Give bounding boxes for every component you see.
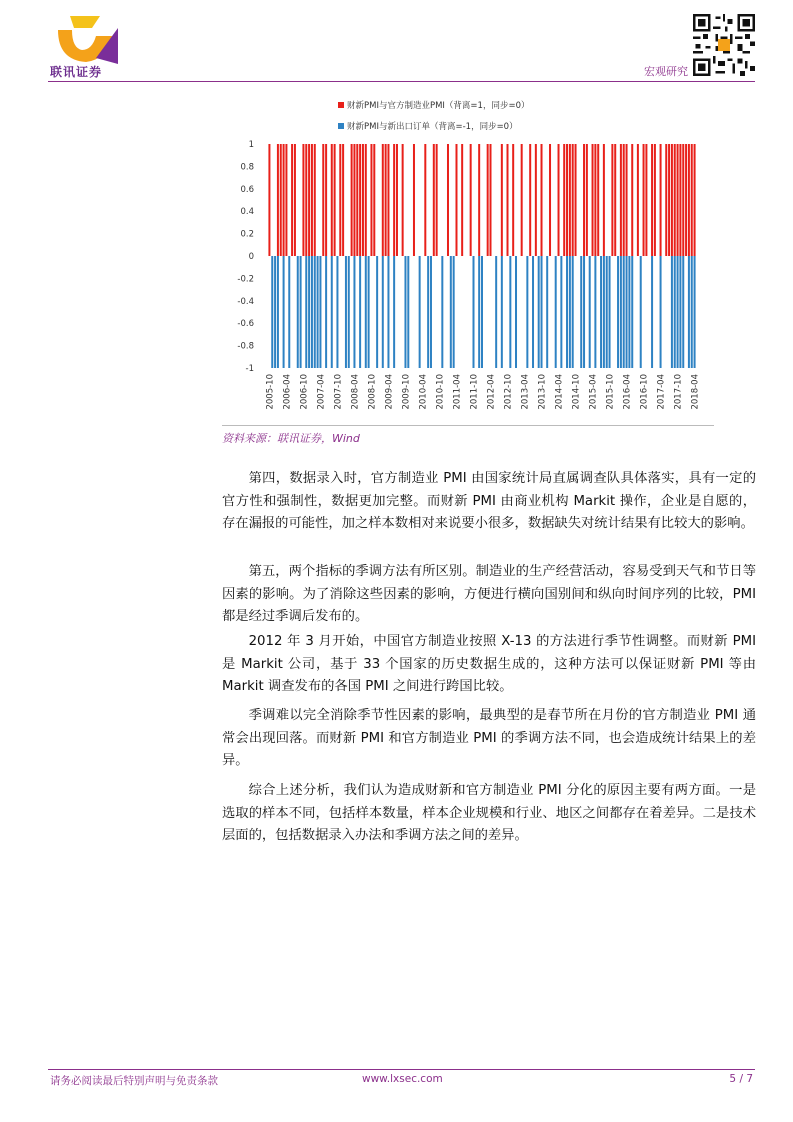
bar-export-divergence xyxy=(538,256,540,368)
bar-official-divergence xyxy=(370,144,372,256)
x-tick-label: 2012-04 xyxy=(486,374,497,410)
bar-export-divergence xyxy=(478,256,480,368)
bar-export-divergence xyxy=(682,256,684,368)
x-axis xyxy=(265,374,700,410)
y-tick-label: -0.8 xyxy=(237,341,254,352)
y-tick-label: 0.2 xyxy=(240,229,254,240)
bar-official-divergence xyxy=(685,144,687,256)
bar-export-divergence xyxy=(317,256,319,368)
x-tick-label: 2014-04 xyxy=(554,374,565,410)
bar-official-divergence xyxy=(302,144,304,256)
bar-official-divergence xyxy=(334,144,336,256)
y-tick-label: -0.6 xyxy=(237,319,254,330)
bar-export-divergence xyxy=(419,256,421,368)
bar-export-divergence xyxy=(430,256,432,368)
legend-swatch xyxy=(338,123,344,129)
bar-export-divergence xyxy=(353,256,355,368)
bar-export-divergence xyxy=(325,256,327,368)
bar-official-divergence xyxy=(541,144,543,256)
bar-official-divergence xyxy=(507,144,509,256)
bar-export-divergence xyxy=(407,256,409,368)
bar-official-divergence xyxy=(294,144,296,256)
bar-export-divergence xyxy=(569,256,571,368)
bar-export-divergence xyxy=(594,256,596,368)
bar-export-divergence xyxy=(691,256,693,368)
x-tick-label: 2016-04 xyxy=(622,374,633,410)
x-tick-label: 2007-10 xyxy=(333,374,344,410)
bar-official-divergence xyxy=(651,144,653,256)
bar-official-divergence xyxy=(339,144,341,256)
bar-official-divergence xyxy=(691,144,693,256)
x-tick-label: 2009-04 xyxy=(384,374,395,410)
bar-official-divergence xyxy=(308,144,310,256)
bar-export-divergence xyxy=(277,256,279,368)
bar-official-divergence xyxy=(353,144,355,256)
x-tick-label: 2013-04 xyxy=(520,374,531,410)
bar-official-divergence xyxy=(373,144,375,256)
bar-export-divergence xyxy=(300,256,302,368)
bar-export-divergence xyxy=(495,256,497,368)
bar-official-divergence xyxy=(351,144,353,256)
bar-official-divergence xyxy=(521,144,523,256)
x-tick-label: 2011-10 xyxy=(469,374,480,410)
x-tick-label: 2006-04 xyxy=(282,374,293,410)
bar-export-divergence xyxy=(365,256,367,368)
bar-export-divergence xyxy=(382,256,384,368)
bar-official-divergence xyxy=(280,144,282,256)
bar-official-divergence xyxy=(285,144,287,256)
x-tick-label: 2005-10 xyxy=(265,374,276,410)
y-tick-label: 0.4 xyxy=(240,207,254,218)
chart-source: 资料来源：联讯证券，Wind xyxy=(222,432,360,445)
bar-official-divergence xyxy=(637,144,639,256)
bar-official-divergence xyxy=(583,144,585,256)
bar-official-divergence xyxy=(665,144,667,256)
bar-export-divergence xyxy=(694,256,696,368)
bar-export-divergence xyxy=(651,256,653,368)
bar-export-divergence xyxy=(671,256,673,368)
logo-text: 联讯证券 xyxy=(50,65,103,79)
bar-official-divergence xyxy=(654,144,656,256)
bar-export-divergence xyxy=(501,256,503,368)
bar-official-divergence xyxy=(387,144,389,256)
bar-official-divergence xyxy=(424,144,426,256)
bar-official-divergence xyxy=(325,144,327,256)
bar-export-divergence xyxy=(404,256,406,368)
bar-official-divergence xyxy=(558,144,560,256)
bar-export-divergence xyxy=(583,256,585,368)
bar-export-divergence xyxy=(345,256,347,368)
bar-official-divergence xyxy=(501,144,503,256)
bar-export-divergence xyxy=(481,256,483,368)
bar-official-divergence xyxy=(563,144,565,256)
bar-official-divergence xyxy=(549,144,551,256)
chart-bars xyxy=(268,144,695,368)
bar-official-divergence xyxy=(575,144,577,256)
footer-divider xyxy=(48,1069,755,1070)
bar-official-divergence xyxy=(311,144,313,256)
x-tick-label: 2018-04 xyxy=(690,374,701,410)
bar-official-divergence xyxy=(631,144,633,256)
bar-export-divergence xyxy=(473,256,475,368)
bar-official-divergence xyxy=(461,144,463,256)
section-label: 宏观研究 xyxy=(644,65,688,78)
bar-export-divergence xyxy=(283,256,285,368)
x-tick-label: 2010-10 xyxy=(435,374,446,410)
y-tick-label: -1 xyxy=(245,364,254,374)
bar-official-divergence xyxy=(626,144,628,256)
bar-official-divergence xyxy=(671,144,673,256)
y-axis xyxy=(237,140,254,374)
x-tick-label: 2006-10 xyxy=(299,374,310,410)
bar-export-divergence xyxy=(393,256,395,368)
bar-export-divergence xyxy=(305,256,307,368)
bar-official-divergence xyxy=(487,144,489,256)
bar-official-divergence xyxy=(331,144,333,256)
x-tick-label: 2013-10 xyxy=(537,374,548,410)
bar-official-divergence xyxy=(694,144,696,256)
paragraph-x13: 2012 年 3 月开始，中国官方制造业按照 X-13 的方法进行季节性调整。而财新 PMI 是 Markit 公司，基于 33 个国家的历史数据生成的，这种方法可以保证财新 PMI 等由 Markit 调查发布的各国 PMI 之间进行跨国比较。 xyxy=(222,634,756,694)
bar-official-divergence xyxy=(512,144,514,256)
bar-official-divergence xyxy=(385,144,387,256)
bar-export-divergence xyxy=(623,256,625,368)
bar-export-divergence xyxy=(515,256,517,368)
bar-export-divergence xyxy=(336,256,338,368)
x-tick-label: 2008-04 xyxy=(350,374,361,410)
bar-official-divergence xyxy=(402,144,404,256)
bar-export-divergence xyxy=(589,256,591,368)
x-tick-label: 2017-04 xyxy=(656,374,667,410)
paragraph-seasonal-method: 第五，两个指标的季调方法有所区别。制造业的生产经营活动，容易受到天气和节日等因素的影响。为了消除这些因素的影响，方便进行横向国别间和纵向时间序列的比较，PMI 都是经过季调后发布的。 xyxy=(222,564,756,624)
bar-official-divergence xyxy=(660,144,662,256)
bar-official-divergence xyxy=(470,144,472,256)
bar-official-divergence xyxy=(305,144,307,256)
bar-official-divergence xyxy=(365,144,367,256)
bar-export-divergence xyxy=(560,256,562,368)
bar-official-divergence xyxy=(674,144,676,256)
x-tick-label: 2008-10 xyxy=(367,374,378,410)
bar-official-divergence xyxy=(594,144,596,256)
bar-official-divergence xyxy=(283,144,285,256)
bar-official-divergence xyxy=(529,144,531,256)
bar-official-divergence xyxy=(436,144,438,256)
bar-export-divergence xyxy=(546,256,548,368)
bar-export-divergence xyxy=(526,256,528,368)
bar-official-divergence xyxy=(623,144,625,256)
bar-official-divergence xyxy=(362,144,364,256)
legend-swatch xyxy=(338,102,344,108)
bar-official-divergence xyxy=(396,144,398,256)
bar-export-divergence xyxy=(600,256,602,368)
bar-export-divergence xyxy=(628,256,630,368)
bar-official-divergence xyxy=(620,144,622,256)
x-tick-label: 2011-04 xyxy=(452,374,463,410)
bar-export-divergence xyxy=(620,256,622,368)
header-divider xyxy=(48,81,755,82)
bar-export-divergence xyxy=(555,256,557,368)
bar-official-divergence xyxy=(268,144,270,256)
page-number: 5 / 7 xyxy=(729,1073,753,1085)
bar-export-divergence xyxy=(297,256,299,368)
bar-official-divergence xyxy=(413,144,415,256)
bar-official-divergence xyxy=(535,144,537,256)
bar-export-divergence xyxy=(308,256,310,368)
bar-export-divergence xyxy=(532,256,534,368)
bar-official-divergence xyxy=(572,144,574,256)
x-tick-label: 2017-10 xyxy=(673,374,684,410)
bar-export-divergence xyxy=(427,256,429,368)
x-tick-label: 2012-10 xyxy=(503,374,514,410)
bar-official-divergence xyxy=(277,144,279,256)
bar-export-divergence xyxy=(679,256,681,368)
y-tick-label: 0.8 xyxy=(240,162,254,173)
bar-official-divergence xyxy=(586,144,588,256)
bar-official-divergence xyxy=(677,144,679,256)
x-tick-label: 2016-10 xyxy=(639,374,650,410)
bar-official-divergence xyxy=(433,144,435,256)
bar-official-divergence xyxy=(382,144,384,256)
x-tick-label: 2007-04 xyxy=(316,374,327,410)
bar-export-divergence xyxy=(677,256,679,368)
bar-export-divergence xyxy=(674,256,676,368)
bar-official-divergence xyxy=(393,144,395,256)
y-tick-label: -0.2 xyxy=(237,274,254,285)
y-tick-label: 1 xyxy=(248,140,254,150)
bar-export-divergence xyxy=(572,256,574,368)
footer-disclaimer[interactable]: 请务必阅读最后特别声明与免责条款 xyxy=(50,1075,218,1087)
bar-export-divergence xyxy=(617,256,619,368)
x-tick-label: 2009-10 xyxy=(401,374,412,410)
x-tick-label: 2015-04 xyxy=(588,374,599,410)
bar-official-divergence xyxy=(322,144,324,256)
bar-export-divergence xyxy=(603,256,605,368)
bar-export-divergence xyxy=(274,256,276,368)
company-logo xyxy=(52,12,122,70)
bar-export-divergence xyxy=(566,256,568,368)
bar-export-divergence xyxy=(453,256,455,368)
bar-export-divergence xyxy=(314,256,316,368)
bar-official-divergence xyxy=(356,144,358,256)
bar-official-divergence xyxy=(569,144,571,256)
bar-export-divergence xyxy=(450,256,452,368)
bar-official-divergence xyxy=(478,144,480,256)
bar-export-divergence xyxy=(688,256,690,368)
bar-export-divergence xyxy=(606,256,608,368)
bar-official-divergence xyxy=(668,144,670,256)
bar-export-divergence xyxy=(441,256,443,368)
bar-official-divergence xyxy=(597,144,599,256)
bar-official-divergence xyxy=(490,144,492,256)
paragraph-data-entry: 第四，数据录入时，官方制造业 PMI 由国家统计局直属调查队具体落实，具有一定的官方性和强制性，数据更加完整。而财新 PMI 由商业机构 Markit 操作，企业是自愿的，存在漏报的可能性，加之样本数相对来说要小很多，数据缺失对统计结果有比较大的影响。 xyxy=(222,471,756,531)
bar-export-divergence xyxy=(331,256,333,368)
legend-label: 财新PMI与官方制造业PMI（背离=1，同步=0） xyxy=(347,101,530,111)
footer-website-link[interactable]: www.lxsec.com xyxy=(362,1073,443,1085)
bar-export-divergence xyxy=(609,256,611,368)
source-divider xyxy=(222,425,714,426)
bar-official-divergence xyxy=(314,144,316,256)
bar-official-divergence xyxy=(342,144,344,256)
bar-official-divergence xyxy=(688,144,690,256)
bar-official-divergence xyxy=(291,144,293,256)
bar-export-divergence xyxy=(348,256,350,368)
y-tick-label: -0.4 xyxy=(237,296,254,307)
bar-official-divergence xyxy=(359,144,361,256)
bar-export-divergence xyxy=(368,256,370,368)
y-tick-label: 0.6 xyxy=(240,184,254,195)
bar-export-divergence xyxy=(288,256,290,368)
bar-export-divergence xyxy=(271,256,273,368)
bar-official-divergence xyxy=(645,144,647,256)
bar-official-divergence xyxy=(603,144,605,256)
bar-official-divergence xyxy=(679,144,681,256)
x-tick-label: 2014-10 xyxy=(571,374,582,410)
bar-export-divergence xyxy=(580,256,582,368)
x-tick-label: 2015-10 xyxy=(605,374,616,410)
bar-export-divergence xyxy=(387,256,389,368)
bar-official-divergence xyxy=(614,144,616,256)
bar-export-divergence xyxy=(319,256,321,368)
bar-official-divergence xyxy=(592,144,594,256)
bar-export-divergence xyxy=(509,256,511,368)
bar-export-divergence xyxy=(541,256,543,368)
qr-code xyxy=(693,14,755,76)
paragraph-conclusion: 综合上述分析，我们认为造成财新和官方制造业 PMI 分化的原因主要有两方面。一是选取的样本不同，包括样本数量，样本企业规模和行业、地区之间都存在着差异。二是技术层面的，包括数据录入办法和季调方法之间的差异。 xyxy=(222,783,756,843)
legend-label: 财新PMI与新出口订单（背离=-1，同步=0） xyxy=(347,122,518,132)
bar-export-divergence xyxy=(311,256,313,368)
bar-export-divergence xyxy=(640,256,642,368)
bar-official-divergence xyxy=(566,144,568,256)
y-tick-label: 0 xyxy=(248,252,254,262)
bar-official-divergence xyxy=(455,144,457,256)
paragraph-spring-festival: 季调难以完全消除季节性因素的影响，最典型的是春节所在月份的官方制造业 PMI 通常会出现回落。而财新 PMI 和官方制造业 PMI 的季调方法不同，也会造成统计结果上的差异。 xyxy=(222,708,756,768)
divergence-chart xyxy=(210,98,720,422)
bar-export-divergence xyxy=(660,256,662,368)
bar-official-divergence xyxy=(643,144,645,256)
bar-official-divergence xyxy=(682,144,684,256)
chart-legend xyxy=(338,100,530,132)
bar-export-divergence xyxy=(631,256,633,368)
bar-export-divergence xyxy=(626,256,628,368)
x-tick-label: 2010-04 xyxy=(418,374,429,410)
bar-official-divergence xyxy=(447,144,449,256)
bar-export-divergence xyxy=(376,256,378,368)
bar-export-divergence xyxy=(359,256,361,368)
bar-official-divergence xyxy=(611,144,613,256)
